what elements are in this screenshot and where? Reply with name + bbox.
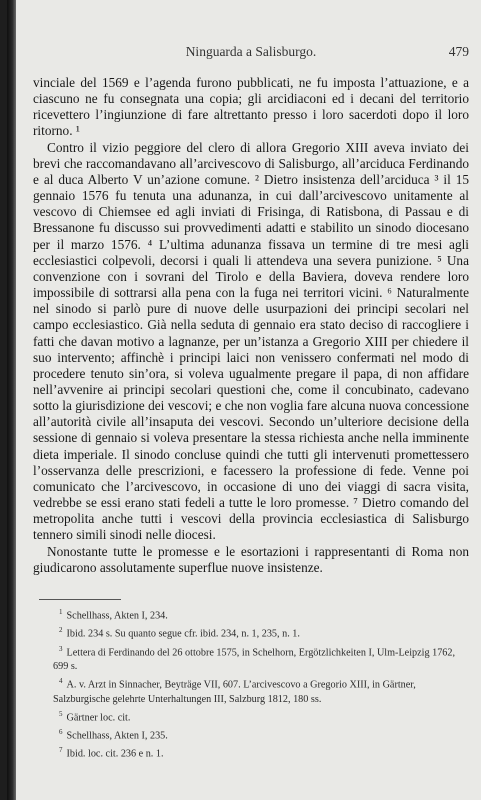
footnote-text: Schellhass, Akten I, 235. [66,730,168,742]
body-text [33,75,469,576]
footnote-text: Ibid. loc. cit. 236 e n. 1. [66,748,164,760]
footnote [53,725,468,743]
running-head: Ninguarda a Salisburgo. [185,44,317,59]
paragraph-1: vinciale del 1569 e l’agenda furono pubblicati, ne fu imposta l’attuazione, e a ciascuno ne fu consegnata una copia; gli arcidiaconi ed i decani del territorio ricevettero l’ingiunzione di fare altrettanto presso i loro sacerdoti dopo il loro ritorno. ¹ [33,75,469,139]
footnote-text: Schellhass, Akten I, 234. [66,610,168,622]
footnote-number: 4 [59,677,63,686]
footnote-text: Gärtner loc. cit. [66,711,131,723]
footnote [53,674,468,706]
footnote [53,623,468,641]
footnote [53,642,468,674]
footnote [53,743,468,761]
footnotes [53,605,468,762]
footnote-rule [39,599,121,600]
page-binding-shadow [7,0,16,800]
footnote-number: 7 [59,746,63,755]
footnote [53,605,468,623]
footnote-text: Lettera di Ferdinando del 26 ottobre 1575, in Schelhorn, Ergötzlichkeiten I, Ulm-Leipzig 1762, 699 s. [53,647,456,673]
page-number: 479 [448,44,469,59]
footnote-number: 5 [59,709,63,718]
footnote-text: A. v. Arzt in Sinnacher, Beyträge VII, 607. L’arcivescovo a Gregorio XIII, in Gärtner, Salzburgische gelehrte Unterhaltungen III, Salzburg 1812, 180 ss. [53,679,416,705]
footnote-number: 3 [59,644,63,653]
footnote-text: Ibid. 234 s. Su quanto segue cfr. ibid. 234, n. 1, 235, n. 1. [66,628,300,640]
footnote-number: 1 [59,608,63,616]
footnote [53,707,468,725]
book-page [7,0,481,800]
paragraph-3: Nonostante tutte le promesse e le esortazioni i rappresentanti di Roma non giudicarono assolutamente superflue nuove insistenze. [33,543,469,575]
footnote-number: 2 [59,626,63,635]
paragraph-2: Contro il vizio peggiore del clero di allora Gregorio XIII aveva inviato dei brevi che raccomandavano all’arcivescovo di Salisburgo, all’arciduca Ferdinando e al duca Alberto V un’azione comune. ² Dietro insistenza dell’arciduca ³ il 15 gennaio 1576 fu tenuta una adunanza, in cui dall’arcivescovo unitamente al vescovo di Chiemsee ed agli inviati di Frisinga, di Ratisbona, di Passau e di Bressanone fu discusso sui provvedimenti adatti e stabilito un sinodo diocesano per il marzo 1576. ⁴ L’ultima adunanza fissava un termine di tre mesi agli ecclesiastici colpevoli, decorsi i quali li attendeva una severa punizione. ⁵ Una convenzione con i sovrani del Tirolo e della Baviera, doveva rendere loro impossibile di sottrarsi alla pena con la fuga nei territori vicini. ⁶ Naturalmente nel sinodo si parlò pure di nuove delle usurpazioni dei principi secolari nel campo ecclesiastico. Già nella seduta di gennaio era stato deciso di raccogliere i fatti che davan motivo a lagnanze, per un’istanza a Gregorio XIII per chiedere il suo intervento; affinchè i principi laici non venissero confermati nel modo di procedere tenuto sin’ora, si voleva ugualmente pregare il papa, di non affidare nell’avvenire ai principi secolari questioni che, come il concubinato, cadevano sotto la giurisdizione dei vescovi; e che non voglia fare alcuna nuova concessione all’autorità civile all’insaputa dei vescovi. Secondo un’ulteriore decisione della sessione di gennaio si voleva presentare la stessa richiesta anche nella imminente dieta imperiale. Il sinodo concluse quindi che tutti gli intervenuti promettessero l’osservanza delle prescrizioni, e facessero la professione di fede. Venne poi comunicato che l’arcivescovo, in occasione di uno dei viaggi di sacra visita, vedrebbe se essi erano stati fedeli a tutte le loro promesse. ⁷ Dietro comando del metropolita anche tutti i vescovi della provincia ecclesiastica di Salisburgo tennero simili sinodi nelle diocesi. [33,139,469,543]
footnote-number: 6 [59,727,63,736]
